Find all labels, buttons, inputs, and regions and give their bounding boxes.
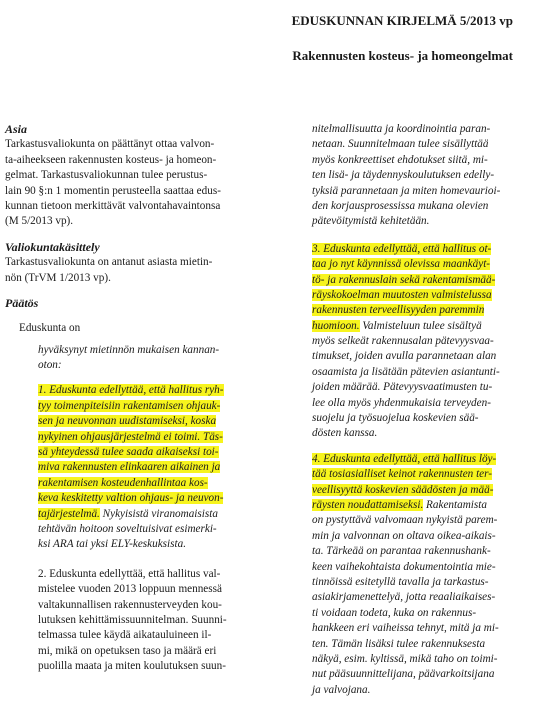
highlighted-line (38, 460, 267, 475)
highlight-text: räyskokoelman muutosten valmistelussa (312, 288, 492, 301)
text-line (38, 507, 267, 522)
text-line: mi, mikä on opetuksen taso ja määrä eri (38, 644, 217, 657)
text-line: Tarkastusvaliokunta on antanut asiasta mietin- (5, 256, 213, 269)
highlight-text: rakentamisen kosteudenhallintaa kos- (38, 476, 208, 489)
highlighted-line (312, 242, 540, 257)
text-line: ti voidaan todeta, kuka on rakennus- (312, 606, 477, 619)
highlight-text: tyy toimenpiteisiin rakentamisen ohjauk- (38, 399, 221, 412)
paatos-item-3 (312, 242, 540, 442)
highlight-text: keva keskitetty valtion ohjaus- ja neuvon- (38, 492, 224, 505)
text-line: keen vaihekohtaista dokumentointia mie- (312, 560, 496, 573)
eduskunta-on-text: Eduskunta on (19, 322, 81, 335)
text-segment: Nykyisistä viranomaisista (99, 507, 218, 520)
paatos-item-1 (5, 383, 267, 552)
text-line: hyväksynyt mietinnön mukaisen kannan- (38, 343, 220, 356)
text-line: gelmat. Tarkastusvaliokunnan tulee perustus- (5, 169, 208, 182)
highlighted-line (38, 476, 267, 491)
text-line: näkyä, esim. kyltissä, mikä taho on toimi- (312, 652, 498, 665)
highlighted-line (38, 430, 267, 445)
document-subtitle: Rakennusten kosteus- ja homeongelmat (292, 48, 513, 63)
text-line: myös selkeät rakennusalan pätevyysvaa- (312, 335, 494, 348)
text-segment: Rakentamista (423, 498, 487, 511)
highlight-text: tö- ja rakennuslain sekä rakentamismää- (312, 273, 496, 286)
paatos-item-4 (312, 452, 540, 698)
text-line: 2. Eduskunta edellyttää, että hallitus val- (38, 567, 221, 580)
highlight-text: 3. Eduskunta edellyttää, että hallitus ot- (312, 242, 492, 255)
text-line: nut pääsuunnittelijana, päävarkoitsijana (312, 668, 495, 681)
paatos-item-2-continued (312, 122, 540, 230)
section-heading-asia: Asia (5, 122, 28, 136)
text-line: lee olla myös yhdenmukaisia terveyden- (312, 396, 491, 409)
highlight-text: tää tosiasialliset keinot rakennusten ter- (312, 468, 492, 481)
highlighted-line (38, 399, 267, 414)
highlight-text: räysten noudattamiseksi. (312, 498, 424, 511)
section-heading-paatos: Päätös (5, 295, 39, 310)
text-line: pätevöitymistä kehitetään. (312, 215, 430, 228)
highlight-text: sen ja neuvonnan uudistamiseksi, koska (38, 415, 217, 428)
text-line: nön (TrVM 1/2013 vp). (5, 271, 111, 284)
text-line: suojelu ja työsuojelua koskevien sää- (312, 412, 479, 425)
right-column (312, 122, 540, 698)
highlight-text: veellisyyttä koskevien säädösten ja mää- (312, 483, 494, 496)
highlighted-line (38, 491, 267, 506)
highlighted-line (38, 414, 267, 429)
text-line: Tarkastusvaliokunta on päättänyt ottaa valvon- (5, 138, 215, 151)
text-line: tinnöissä esitetyllä tavalla ja tarkastus- (312, 575, 489, 588)
text-line: dösten kanssa. (312, 427, 378, 440)
text-line: asiakirjamenettelyä, jotta reaaliaikaises- (312, 591, 496, 604)
text-line (312, 319, 540, 334)
text-line: lain 90 §:n 1 momentin perusteella saattaa edus- (5, 184, 221, 197)
document-title: EDUSKUNNAN KIRJELMÄ 5/2013 vp (291, 13, 513, 28)
highlighted-line (312, 483, 540, 498)
text-line: tyksiä parannetaan ja miten homevaurioi- (312, 184, 501, 197)
text-line: (M 5/2013 vp). (5, 215, 74, 228)
text-line: oton: (38, 359, 62, 372)
text-line: lutuksen kehittämissuunnitelman. Suunni- (38, 613, 227, 626)
highlighted-line (312, 452, 540, 467)
highlighted-line (312, 303, 540, 318)
highlight-text: huomioon. (312, 319, 360, 332)
text-line: on pystyttävä valvomaan nykyistä parem- (312, 514, 498, 527)
highlight-text: miva rakennusten elinkaaren aikainen ja (38, 461, 221, 474)
text-line: den korjausprosessissa mukana olevien (312, 199, 489, 212)
section-heading-valiokuntakasittely: Valiokuntakäsittely (5, 239, 100, 254)
text-line: ta. Tärkeää on parantaa rakennushank- (312, 545, 491, 558)
text-line: ten. Tämän lisäksi tulee rakennuksesta (312, 637, 486, 650)
text-line: nitelmallisuutta ja koordinointia paran- (312, 123, 491, 135)
highlight-text: taa jo nyt käynnissä olevissa maankäyt- (312, 258, 491, 271)
text-line: netaan. Suunnitelmaan tulee sisällyttää (312, 138, 489, 151)
text-line: joiden määrää. Pätevyysvaatimusten tu- (312, 381, 493, 394)
highlight-text: 4. Eduskunta edellyttää, että hallitus löy- (312, 452, 497, 465)
highlight-text: tajärjestelmä. (38, 507, 100, 520)
text-segment: Valmisteluun tulee sisältyä (359, 319, 482, 332)
highlighted-line (38, 383, 267, 398)
text-line: puolilla maata ja miten koulutuksen suun- (38, 660, 226, 673)
highlighted-line (312, 467, 540, 482)
highlight-text: 1. Eduskunta edellyttää, että hallitus ryh- (38, 384, 224, 397)
highlight-text: sä yhteydessä tulee saada aikaiseksi toi- (38, 446, 219, 459)
highlighted-line (312, 257, 540, 272)
text-line: mistelee vuoden 2013 loppuun mennessä (38, 583, 222, 596)
highlight-text: nykyinen ohjausjärjestelmä ei toimi. Täs- (38, 430, 223, 443)
text-line: valtakunnallisen rakennusterveyden kou- (38, 598, 222, 611)
valiokunta-paragraph (5, 255, 267, 286)
left-column (5, 122, 267, 675)
asia-paragraph (5, 137, 267, 229)
text-line: ten lisä- ja täydennyskoulutuksen edelly- (312, 169, 495, 182)
text-line: osaamista ja lisätään pätevien asiantunti- (312, 365, 500, 378)
highlighted-line (312, 288, 540, 303)
text-line: telmassa tulee käydä aikatauluineen il- (38, 629, 212, 642)
text-line: hankkeen eri vaiheissa tehnyt, mitä ja mi- (312, 622, 499, 635)
highlighted-line (38, 445, 267, 460)
text-line: ta-aiheekseen rakennusten kosteus- ja homeon- (5, 153, 217, 166)
highlight-text: rakennusten terveellisyyden paremmin (312, 304, 485, 317)
text-line: ksi ARA tai yksi ELY-keskuksista. (38, 538, 186, 551)
text-line: tehtävän hoitoon soveltuisivat esimerki- (38, 522, 217, 535)
paatos-item-2 (5, 567, 267, 675)
text-line (312, 498, 540, 513)
text-line: min ja valvonnan on oltava oikea-aikais- (312, 529, 496, 542)
highlighted-line (312, 273, 540, 288)
text-line: ja valvojana. (312, 683, 371, 696)
text-line: timukset, joiden avulla parannetaan alan (312, 350, 497, 363)
text-line: myös konkreettiset ehdotukset siitä, mi- (312, 153, 488, 166)
text-line: kunnan tietoon merkittävät valvontahavaintonsa (5, 199, 221, 212)
